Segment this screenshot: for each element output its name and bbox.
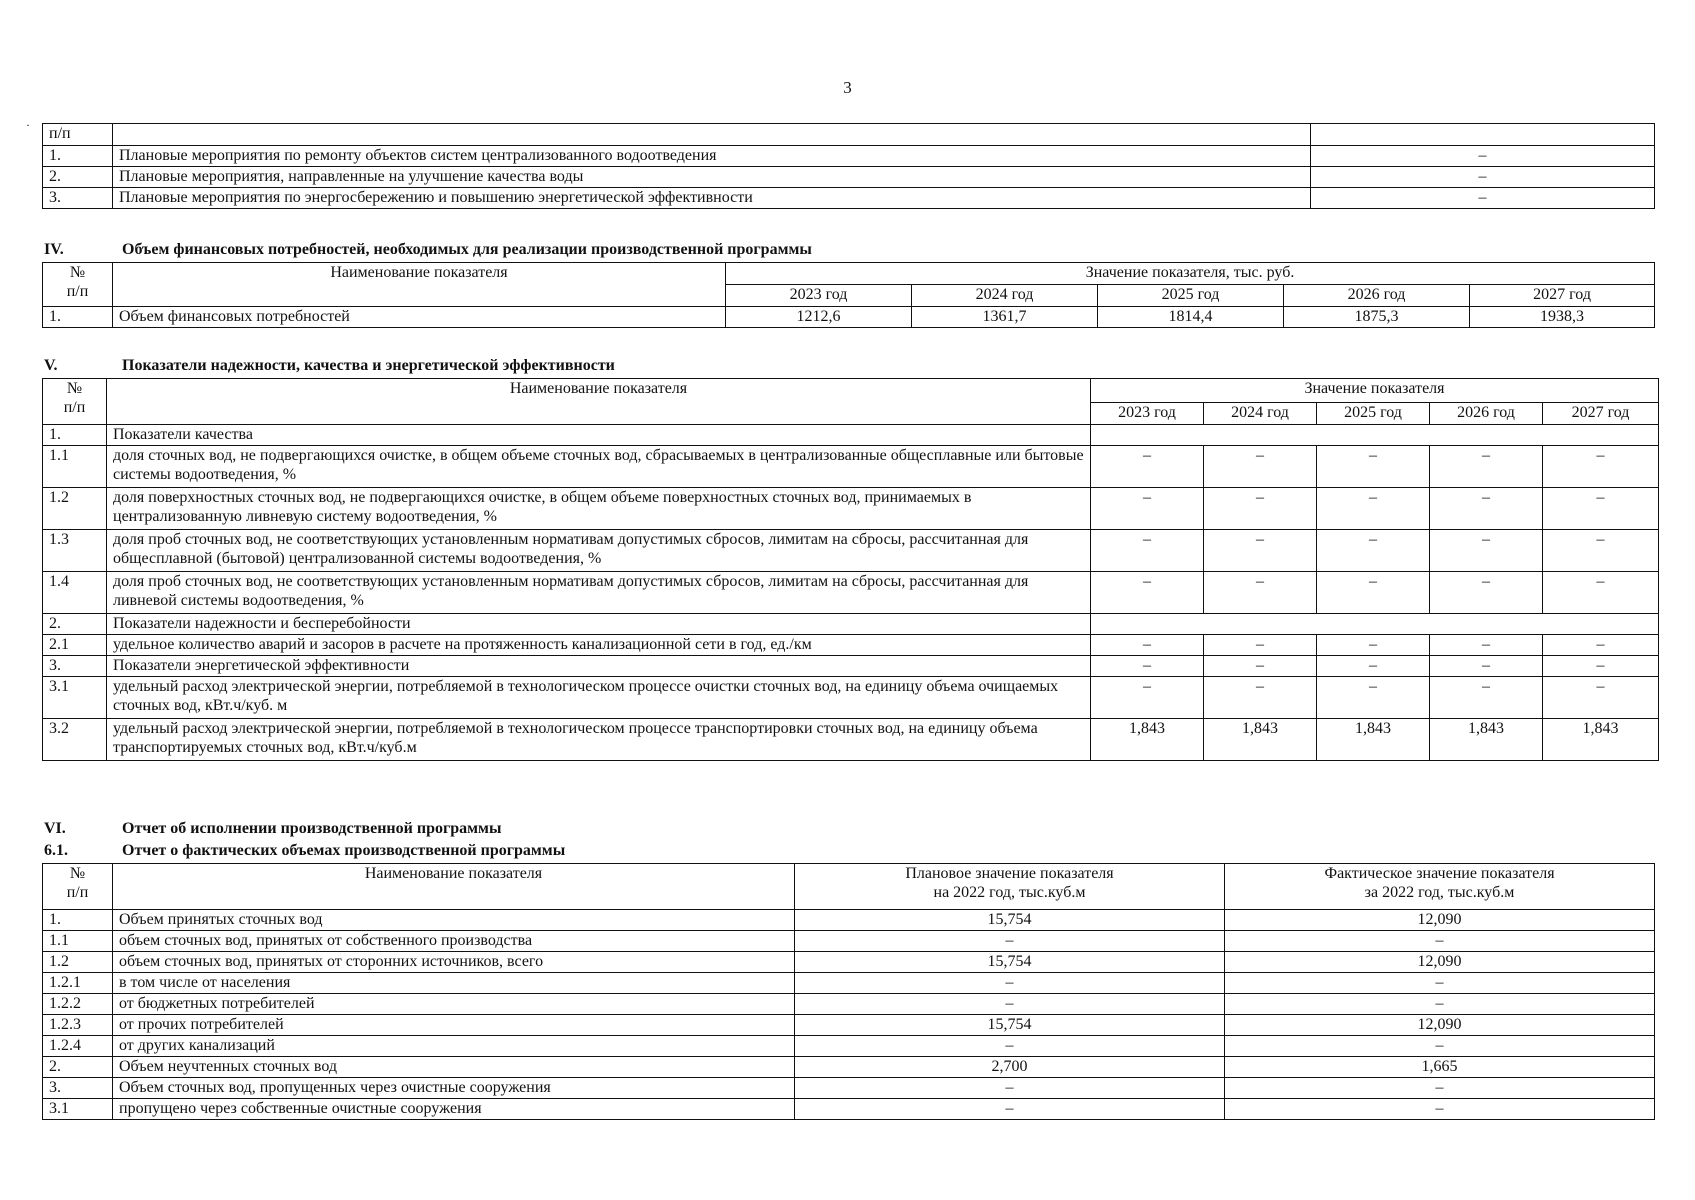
row-value: – [1204,677,1317,719]
row-number: 1.2.2 [43,994,113,1015]
row-name: доля проб сточных вод, не соответствующих установленным нормативам допустимых сбросов, лимитам на сбросы, рассчитанная для общесплавной (бытовой) централизованной системы водоотведения, % [107,530,1091,572]
row-value: – [1091,488,1204,530]
row-value: – [1091,572,1204,614]
row-value: – [1204,530,1317,572]
row-number: 1. [43,307,113,328]
row-plan-value: 15,754 [795,1015,1225,1036]
row-fact-value: 12,090 [1225,952,1655,973]
row-number: 3. [43,1078,113,1099]
row-value: – [1317,635,1430,656]
page-number: 3 [843,78,852,97]
financial-needs-table [42,262,1655,328]
actual-volumes-body [43,910,1655,1120]
row-value: – [1430,656,1543,677]
planned-measures-table [42,123,1655,209]
row-value: – [1317,488,1430,530]
table-row [43,188,1655,209]
row-value: 1,843 [1091,719,1204,761]
row-value: – [1204,446,1317,488]
row-name: пропущено через собственные очистные сооружения [113,1099,795,1120]
row-number: 1.4 [43,572,107,614]
row-name: доля сточных вод, не подвергающихся очистке, в общем объеме сточных вод, сбрасываемых в централизованные общесплавные или бытовые системы водоотведения, % [107,446,1091,488]
table-row [43,1099,1655,1120]
row-fact-value: 12,090 [1225,1015,1655,1036]
year-header: 2025 год [1317,403,1430,425]
row-value: – [1204,572,1317,614]
row-value: – [1543,677,1659,719]
row-name: Плановые мероприятия по ремонту объектов систем централизованного водоотведения [113,146,1311,167]
row-name: от бюджетных потребителей [113,994,795,1015]
table-row [43,994,1655,1015]
row-value: – [1317,530,1430,572]
section5-title [44,357,615,375]
row-value: – [1204,656,1317,677]
table-row [43,1057,1655,1078]
row-number: 1. [43,910,113,931]
table-row [43,1078,1655,1099]
row-plan-value: – [795,994,1225,1015]
row-fact-value: – [1225,931,1655,952]
row-name: Показатели энергетической эффективности [107,656,1091,677]
row-number: 1.1 [43,931,113,952]
year-header: 2023 год [726,285,912,307]
row-value: – [1091,635,1204,656]
year-header: 2027 год [1470,285,1655,307]
row-value: – [1543,572,1659,614]
row-name: Объем финансовых потребностей [113,307,726,328]
row-plan-value: – [795,1099,1225,1120]
year-header: 2025 год [1098,285,1284,307]
table-row [43,1015,1655,1036]
table-row [43,488,1659,530]
table-row [43,446,1659,488]
year-header: 2026 год [1284,285,1470,307]
row-name: объем сточных вод, принятых от сторонних источников, всего [113,952,795,973]
row-plan-value: 15,754 [795,952,1225,973]
section6-title [44,820,501,838]
row-value: 1212,6 [726,307,912,328]
row-value: – [1091,677,1204,719]
row-name: удельное количество аварий и засоров в расчете на протяженность канализационной сети в год, ед./км [107,635,1091,656]
row-number: 1.3 [43,530,107,572]
row-value: – [1430,488,1543,530]
section4-heading: Объем финансовых потребностей, необходимых для реализации производственной программы [122,241,812,258]
table-row [43,677,1659,719]
row-name: от других канализаций [113,1036,795,1057]
col-header-name: Наименование показателя [113,864,795,910]
row-value: 1875,3 [1284,307,1470,328]
row-name: Объем неучтенных сточных вод [113,1057,795,1078]
row-value: – [1317,572,1430,614]
row-name: в том числе от населения [113,973,795,994]
year-header: 2026 год [1430,403,1543,425]
row-value-empty [1091,425,1659,446]
section61-heading: Отчет о фактических объемах производственной программы [122,842,566,859]
table-row [43,719,1659,761]
year-header: 2024 год [912,285,1098,307]
row-name: Показатели надежности и бесперебойности [107,614,1091,635]
indicators-body [43,425,1659,761]
table-row [43,167,1655,188]
row-fact-value: – [1225,994,1655,1015]
row-value: 1,843 [1204,719,1317,761]
row-value: 1814,4 [1098,307,1284,328]
scan-dot: · [26,118,30,132]
row-name: от прочих потребителей [113,1015,795,1036]
row-number: 1.2.4 [43,1036,113,1057]
table-row [43,635,1659,656]
row-number: 3.1 [43,1099,113,1120]
row-number: 3. [43,188,113,209]
row-value: – [1430,572,1543,614]
row-fact-value: – [1225,1078,1655,1099]
row-value: – [1543,656,1659,677]
row-number: 3. [43,656,107,677]
row-value: – [1430,635,1543,656]
row-number: 1.2 [43,952,113,973]
table-row [43,656,1659,677]
row-value: – [1091,656,1204,677]
col-header-plan: Плановое значение показателя на 2022 год, тыс.куб.м [795,864,1225,910]
year-header: 2023 год [1091,403,1204,425]
row-value: – [1430,446,1543,488]
row-fact-value: 12,090 [1225,910,1655,931]
row-number: 1.2.3 [43,1015,113,1036]
col-header-no: № п/п [43,864,113,910]
row-plan-value: – [795,1036,1225,1057]
row-value: 1361,7 [912,307,1098,328]
col-header-name: Наименование показателя [113,263,726,307]
table-row [43,572,1659,614]
row-plan-value: – [795,973,1225,994]
table-row [43,146,1655,167]
row-value: 1,843 [1317,719,1430,761]
row-value: – [1543,446,1659,488]
row-value: – [1317,677,1430,719]
indicators-table [42,378,1659,761]
col-header-name: Наименование показателя [107,379,1091,425]
row-value: – [1543,635,1659,656]
row-plan-value: – [795,931,1225,952]
section61-number: 6.1. [44,842,68,859]
row-plan-value: – [795,1078,1225,1099]
table-row [43,952,1655,973]
financial-needs-body [43,307,1655,328]
row-value: – [1204,488,1317,530]
year-header: 2027 год [1543,403,1659,425]
planned-measures-body [43,146,1655,209]
row-plan-value: 15,754 [795,910,1225,931]
row-name: Объем принятых сточных вод [113,910,795,931]
row-number: 2. [43,167,113,188]
row-number: 3.2 [43,719,107,761]
row-value: – [1430,677,1543,719]
section5-number: V. [44,357,58,374]
row-value: 1,843 [1543,719,1659,761]
col-header-no: п/п [43,124,113,146]
row-number: 2. [43,1057,113,1078]
row-name: Показатели качества [107,425,1091,446]
section5-heading: Показатели надежности, качества и энергетической эффективности [122,357,615,374]
row-name: Плановые мероприятия по энергосбережению и повышению энергетической эффективности [113,188,1311,209]
col-header-no: № п/п [43,263,113,307]
row-name: объем сточных вод, принятых от собственного производства [113,931,795,952]
table-row [43,530,1659,572]
row-name: доля поверхностных сточных вод, не подвергающихся очистке, в общем объеме поверхностных сточных вод, принимаемых в централизованную ливневую систему водоотведения, % [107,488,1091,530]
row-fact-value: – [1225,1099,1655,1120]
table-row [43,910,1655,931]
row-plan-value: 2,700 [795,1057,1225,1078]
row-value: – [1311,146,1655,167]
row-fact-value: – [1225,1036,1655,1057]
section4-title [44,241,812,259]
row-value: – [1311,167,1655,188]
col-header-no: № п/п [43,379,107,425]
col-header-value: Значение показателя, тыс. руб. [726,263,1655,285]
row-value: – [1543,530,1659,572]
row-number: 1.1 [43,446,107,488]
row-name: удельный расход электрической энергии, потребляемой в технологическом процессе очистки сточных вод, на единицу объема очищаемых сточных вод, кВт.ч/куб. м [107,677,1091,719]
row-value: – [1091,530,1204,572]
row-value-empty [1091,614,1659,635]
row-number: 1.2.1 [43,973,113,994]
table-row [43,425,1659,446]
row-value: 1938,3 [1470,307,1655,328]
row-number: 1. [43,146,113,167]
table-row [43,931,1655,952]
row-value: 1,843 [1430,719,1543,761]
row-number: 3.1 [43,677,107,719]
row-value: – [1091,446,1204,488]
row-value: – [1317,656,1430,677]
table-row [43,307,1655,328]
row-name: Плановые мероприятия, направленные на улучшение качества воды [113,167,1311,188]
row-name: удельный расход электрической энергии, потребляемой в технологическом процессе транспортировки сточных вод, на единицу объема транспортируемых сточных вод, кВт.ч/куб.м [107,719,1091,761]
year-header: 2024 год [1204,403,1317,425]
row-name: Объем сточных вод, пропущенных через очистные сооружения [113,1078,795,1099]
row-number: 2. [43,614,107,635]
row-number: 2.1 [43,635,107,656]
col-header-fact: Фактическое значение показателя за 2022 год, тыс.куб.м [1225,864,1655,910]
row-number: 1. [43,425,107,446]
row-fact-value: 1,665 [1225,1057,1655,1078]
section61-title [44,842,565,860]
row-value: – [1430,530,1543,572]
row-value: – [1311,188,1655,209]
table-row [43,614,1659,635]
row-value: – [1543,488,1659,530]
col-header-value: Значение показателя [1091,379,1659,403]
row-fact-value: – [1225,973,1655,994]
section6-heading: Отчет об исполнении производственной программы [122,820,502,837]
section4-number: IV. [44,241,64,258]
actual-volumes-table [42,863,1655,1120]
row-value: – [1317,446,1430,488]
section6-number: VI. [44,820,66,837]
row-number: 1.2 [43,488,107,530]
table-row [43,1036,1655,1057]
row-name: доля проб сточных вод, не соответствующих установленным нормативам допустимых сбросов, лимитам на сбросы, рассчитанная для ливневой системы водоотведения, % [107,572,1091,614]
table-row [43,973,1655,994]
row-value: – [1204,635,1317,656]
